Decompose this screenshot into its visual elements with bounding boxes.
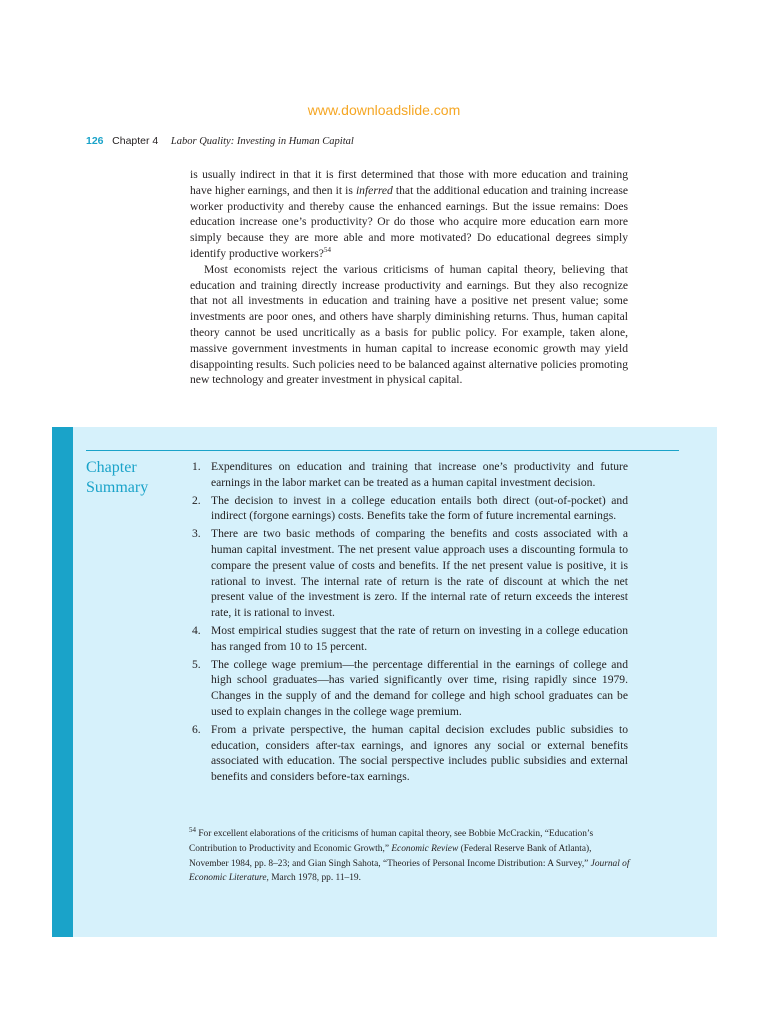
summary-item-1 <box>192 459 628 491</box>
emphasis-inferred: inferred <box>355 183 393 197</box>
footnote-text-3: March 1978, pp. 11–19. <box>268 873 361 884</box>
item-number: 3. <box>192 527 201 541</box>
summary-item-4 <box>192 623 628 655</box>
item-number: 2. <box>192 493 201 507</box>
item-number: 4. <box>192 623 201 637</box>
running-header <box>86 135 354 147</box>
item-text: The decision to invest in a college education entails both direct (out-of-pocket) and indirect (forgone earnings) costs. Benefits take the form of future incremental earnings. <box>211 493 628 523</box>
footnote-ref[interactable]: 54 <box>323 246 331 255</box>
footnote-journal-2: Journal of Economic Literature, <box>189 858 630 884</box>
item-text: There are two basic methods of comparing the benefits and costs associated with a human capital investment. The net present value approach uses a discounting formula to compare the present value of costs and benefits. If the net present value is positive, it is rational to invest. The internal rate of return is the rate of discount at which the net present value of the investment is zero. If the internal rate of return exceeds the interest rate, it is rational to invest. <box>211 527 628 620</box>
summary-accent-bar <box>52 427 73 937</box>
summary-item-2 <box>192 493 628 525</box>
paragraph-2: Most economists reject the various criticisms of human capital theory, believing that education and training directly increase productivity and earnings. But they also recognize that not all investments in education and training have a positive net present value; some investments are poor ones, and others have sharply diminishing returns. Thus, human capital theory cannot be used uncritically as a basis for public policy. For example, taken alone, massive government investments in human capital to increase economic growth may yield disappointing results. Such policies need to be balanced against alternative policies promoting new technology and greater investment in physical capital. <box>190 262 628 387</box>
item-text: Expenditures on education and training that increase one’s productivity and future earnings in the labor market can be treated as a human capital investment decision. <box>211 460 628 489</box>
summary-item-5 <box>192 657 628 720</box>
summary-item-3 <box>192 526 628 621</box>
footnote-journal-1: Economic Review <box>391 843 459 854</box>
summary-list <box>192 459 628 787</box>
chapter-label: Chapter 4 <box>112 135 159 147</box>
paragraph-1-part-b: that the additional education and training increase worker productivity and thereby cause the enhanced earnings. But the issue remains: Does education increase one’s productivity? Or do those who acquire more education earn more simply because they are more able and more motivated? Do educational degrees simply identify productive workers? <box>190 183 628 260</box>
summary-heading <box>86 458 176 498</box>
item-text: From a private perspective, the human capital decision excludes public subsidies to education, considers after-tax earnings, and ignores any social or external benefits associated with education. The social perspective includes public subsidies and external benefits and considers before-tax earnings. <box>211 722 628 784</box>
summary-heading-line1: Chapter <box>86 459 137 476</box>
paragraph-1 <box>190 167 628 262</box>
summary-item-6 <box>192 722 628 785</box>
footnote-text-2: (Federal Reserve Bank of Atlanta), November 1984, pp. 8–23; and Gian Singh Sahota, “Theories of Personal Income Distribution: A Survey,” <box>189 843 592 869</box>
summary-divider <box>86 450 679 451</box>
summary-heading-line2: Summary <box>86 479 149 496</box>
footnote-marker: 54 <box>189 825 196 834</box>
body-text <box>190 167 628 388</box>
footnote-text-1: For excellent elaborations of the criticisms of human capital theory, see Bobbie McCrackin, “Education’s Contribution to Productivity and Economic Growth,” <box>189 829 594 854</box>
footnote-54 <box>189 827 633 886</box>
page-number: 126 <box>86 135 104 147</box>
item-text: The college wage premium—the percentage differential in the earnings of college and high school graduates—has varied significantly over time, rising rapidly since 1979. Changes in the supply of and the demand for college and high school graduates can be used to explain changes in the college wage premium. <box>211 657 628 718</box>
chapter-title: Labor Quality: Investing in Human Capital <box>170 136 354 147</box>
item-number: 1. <box>192 460 201 473</box>
item-number: 6. <box>192 722 201 736</box>
watermark-url: www.downloadslide.com <box>307 102 461 118</box>
item-number: 5. <box>192 657 201 671</box>
paragraph-1-part-a: is usually indirect in that it is first determined that those with more education and training have higher earnings, and then it is <box>190 168 628 197</box>
item-text: Most empirical studies suggest that the rate of return on investing in a college education has ranged from 10 to 15 percent. <box>211 623 628 653</box>
chapter-summary-box <box>52 427 717 937</box>
